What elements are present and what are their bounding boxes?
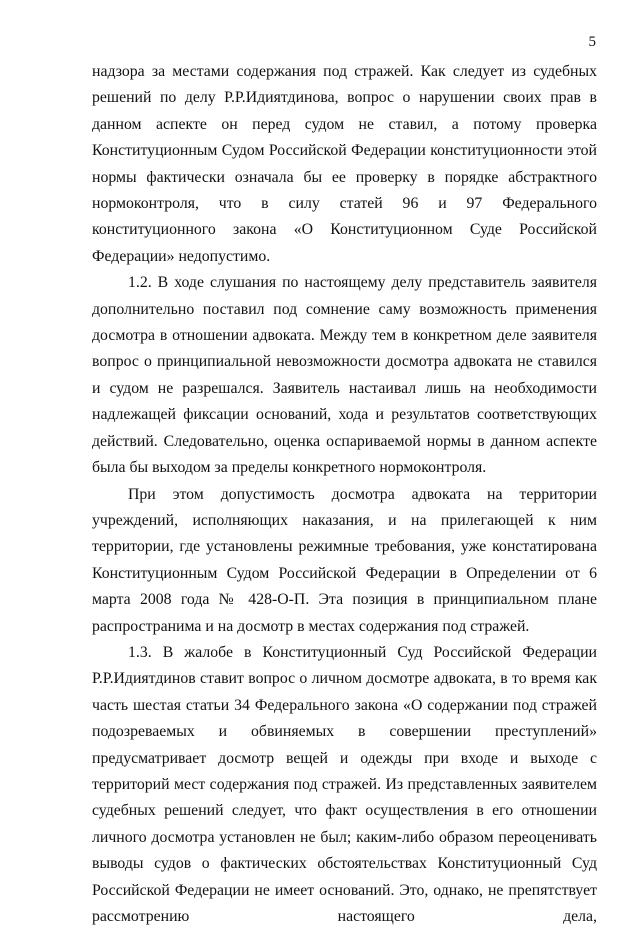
document-body — [92, 59, 597, 930]
paragraph-1-3: 1.3. В жалобе в Конституционный Суд Российской Федерации Р.Р.Идиятдинов ставит вопрос о личном досмотре адвоката, в то время как часть шестая статьи 34 Федерального закона «О содержании под стражей подозреваемых и обвиняемых в совершении преступлений» предусматривает досмотр вещей и одежды при входе и выходе с территорий мест содержания под стражей. Из представленных заявителем судебных решений следует, что факт осуществления в его отношении личного досмотра установлен не был; каким-либо образом переоценивать выводы судов о фактических обстоятельствах Конституционный Суд Российской Федерации не имеет оснований. Это, однако, не препятствует рассмотрению настоящего дела, — [92, 643, 597, 925]
page-number: 5 — [588, 34, 596, 50]
paragraph-1-2: 1.2. В ходе слушания по настоящему делу представитель заявителя дополнительно поставил под сомнение саму возможность применения досмотра в отношении адвоката. Между тем в конкретном деле заявителя вопрос о принципиальной невозможности досмотра адвоката не ставился и судом не разрешался. Заявитель настаивал лишь на необходимости надлежащей фиксации оснований, хода и результатов соответствующих действий. Следовательно, оценка оспариваемой нормы в данном аспекте была бы выходом за пределы конкретного нормоконтроля. — [92, 274, 597, 477]
paragraph-continuation: надзора за местами содержания под стражей. Как следует из судебных решений по делу Р.Р.Идиятдинова, вопрос о нарушении своих прав в данном аспекте он перед судом не ставил, а потому проверка Конституционным Судом Российской Федерации конституционности этой нормы фактически означала бы ее проверку в порядке абстрактного нормоконтроля, что в силу статей 96 и 97 Федерального конституционного закона «О Конституционном Суде Российской Федерации» недопустимо. — [92, 63, 597, 265]
paragraph-admissibility: При этом допустимость досмотра адвоката на территории учреждений, исполняющих наказания, и на прилегающей к ним территории, где установлены режимные требования, уже констатирована Конституционным Судом Российской Федерации в Определении от 6 марта 2008 года № 428-О-П. Эта позиция в принципиальном плане распространима и на досмотр в местах содержания под стражей. — [92, 485, 597, 635]
